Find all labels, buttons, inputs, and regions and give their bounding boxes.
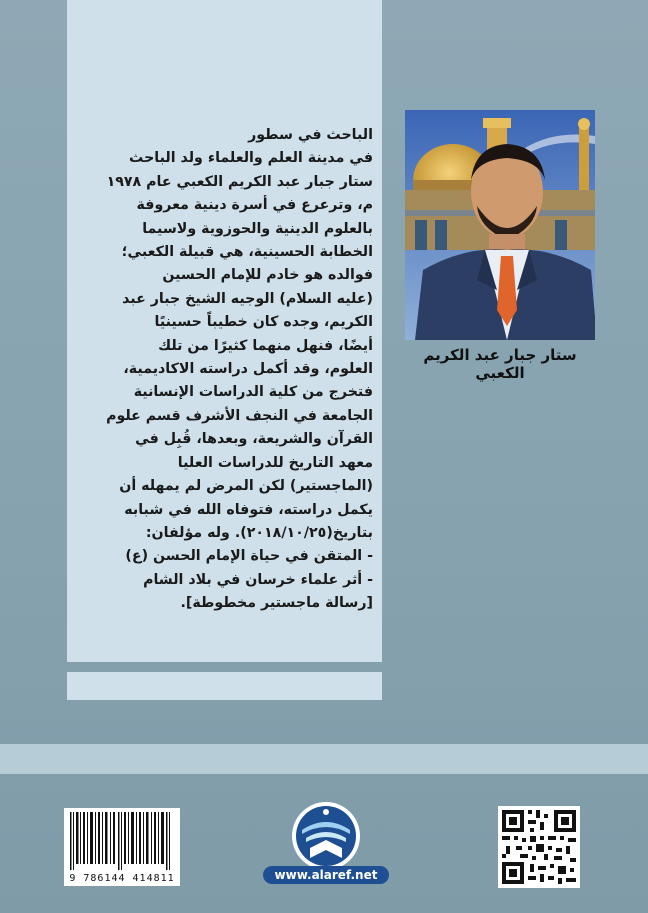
bio-line: فتخرج من كلية الدراسات الإنسانية xyxy=(133,384,373,401)
bio-line: الجامعة في النجف الأشرف قسم علوم xyxy=(106,407,373,424)
bio-line: (عليه السلام) الوجيه الشيخ جبار عبد xyxy=(122,290,373,307)
bio-line: في مدينة العلم والعلماء ولد الباحث xyxy=(129,150,373,167)
author-photo xyxy=(405,110,595,340)
bio-line: [رسالة ماجستير مخطوطة]. xyxy=(180,595,373,612)
author-bio xyxy=(78,124,373,644)
isbn-number: 9 786144 414811 xyxy=(69,873,175,884)
bio-line: - المتقن في حياة الإمام الحسن (ع) xyxy=(125,548,373,565)
author-photo-caption: ستار جبار عبد الكريم الكعبي xyxy=(423,346,577,382)
horizontal-band xyxy=(0,744,648,774)
qr-code xyxy=(498,806,580,888)
barcode-bars-icon xyxy=(64,808,180,872)
bio-line: معهد التاريخ للدراسات العليا xyxy=(177,454,373,471)
bio-line: بتاريخ(٢٠١٨/١٠/٢٥). وله مؤلفان: xyxy=(145,524,373,541)
bio-line: م، وترعرع في أسرة دينية معروفة xyxy=(136,197,373,214)
bio-line: الخطابة الحسينية، هي قبيلة الكعبي؛ xyxy=(121,244,373,261)
bio-line: الكريم، وجده كان خطيباً حسينيًا xyxy=(154,314,373,331)
publisher-website[interactable]: www.alaref.net xyxy=(263,866,389,884)
bio-panel-strip xyxy=(67,672,382,700)
bio-heading: الباحث في سطور xyxy=(248,127,373,143)
bio-line: يكمل دراسته، فتوفاه الله في شبابه xyxy=(124,501,373,518)
bio-line: القرآن والشريعة، وبعدها، قُبِل في xyxy=(135,431,373,448)
bio-line: أيضًا، فنهل منهما كثيرًا من تلك xyxy=(158,337,373,354)
bio-line: ستار جبار عبد الكريم الكعبي عام ١٩٧٨ xyxy=(106,173,373,190)
qr-code-icon xyxy=(498,806,580,888)
bio-line: (الماجستير) لكن المرض لم يمهله أن xyxy=(119,478,373,495)
publisher-emblem-icon xyxy=(262,800,390,870)
bio-line: فوالده هو خادم للإمام الحسين xyxy=(162,267,373,284)
isbn-barcode xyxy=(64,808,180,886)
bio-line: العلوم، وقد أكمل دراسته الاكاديمية، xyxy=(123,361,373,378)
author-photo-illustration xyxy=(405,110,595,340)
bio-line: بالعلوم الدينية والحوزوية ولاسيما xyxy=(142,220,373,237)
bio-line: - أثر علماء خرسان في بلاد الشام xyxy=(143,571,373,588)
